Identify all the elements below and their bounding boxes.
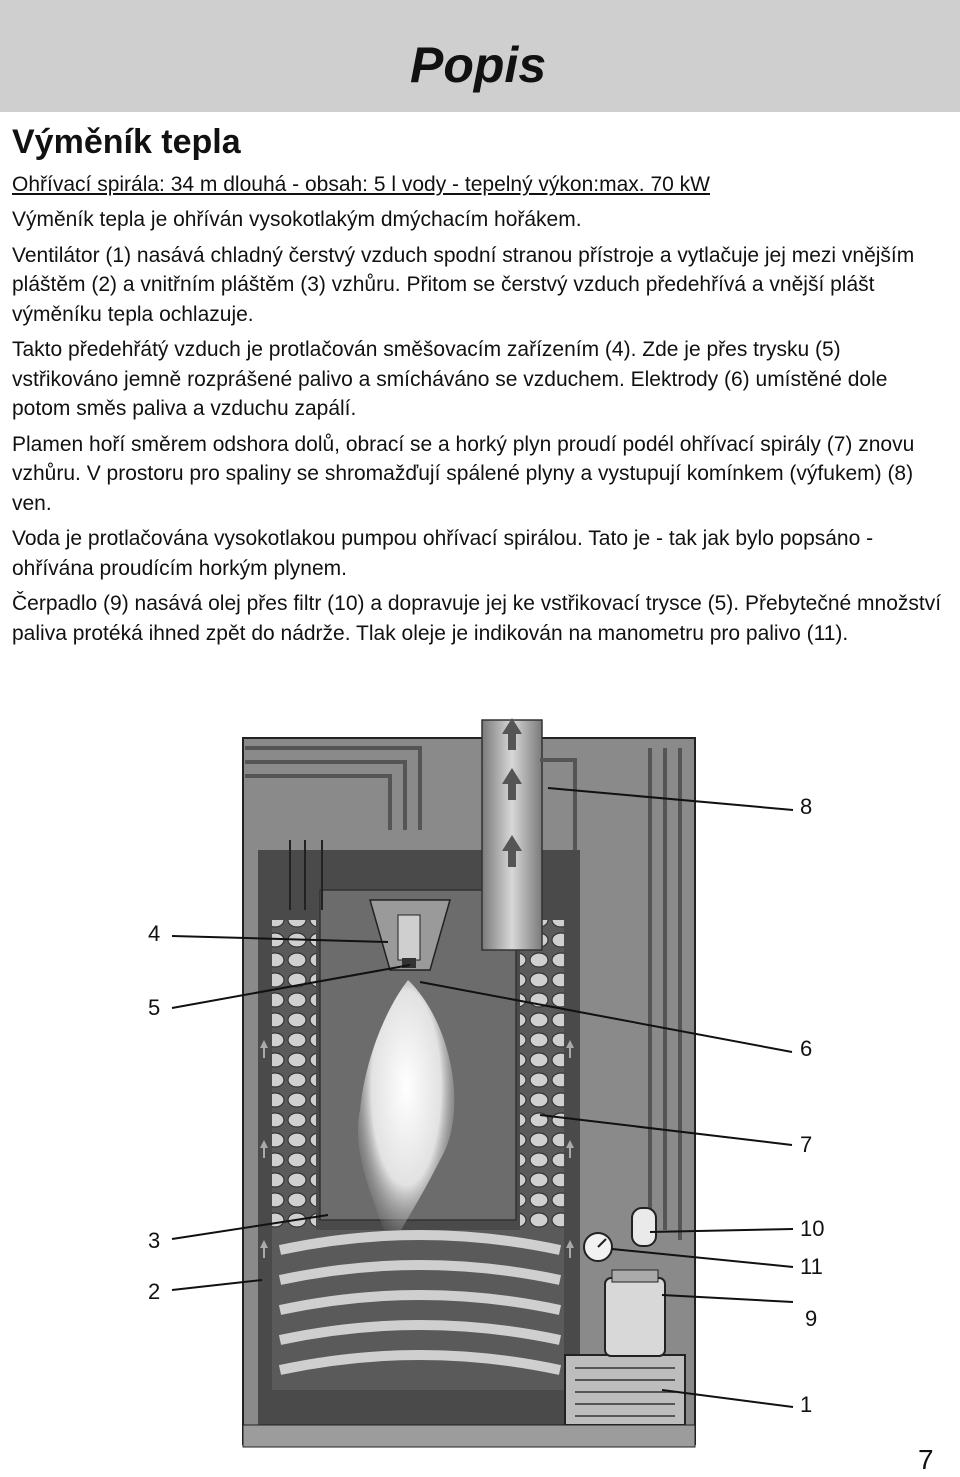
section-heading: Výměník tepla bbox=[12, 123, 241, 161]
page-number: 7 bbox=[918, 1444, 934, 1475]
callout-8: 8 bbox=[800, 794, 813, 819]
paragraph: Plamen hoří směrem odshora dolů, obrací se a horký plyn proudí podél ohřívací spirály (7) znovu vzhůru. V prostoru pro spaliny se shromažďují spálené plyny a vystupují komínkem (výfukem) (8) ven. bbox=[12, 432, 915, 515]
page-title: Popis bbox=[410, 37, 547, 93]
callout-9: 9 bbox=[805, 1306, 818, 1331]
spec-line: Ohřívací spirála: 34 m dlouhá - obsah: 5 l vody - tepelný výkon:max. 70 kW bbox=[12, 173, 710, 196]
fuel-pump bbox=[605, 1270, 665, 1356]
bottom-coil-bed bbox=[272, 1230, 564, 1390]
fuel-filter bbox=[632, 1208, 656, 1246]
callout-7: 7 bbox=[800, 1132, 813, 1157]
paragraph: Takto předehřátý vzduch je protlačován směšovacím zařízením (4). Zde je přes trysku (5) vstřikováno jemně rozprášené palivo a smícháváno se vzduchem. Elektrody (6) umístěné dole potom směs paliva a vzduchu zapálí. bbox=[12, 338, 888, 420]
callout-10: 10 bbox=[800, 1216, 825, 1241]
paragraph: Čerpadlo (9) nasává olej přes filtr (10) a dopravuje jej ke vstřikovací trysce (5). Přebytečné množství paliva protéká ihned zpět do nádrže. Tlak oleje je indikován na manometru pro palivo (11). bbox=[12, 592, 942, 645]
callout-5: 5 bbox=[148, 995, 161, 1020]
base-plate bbox=[243, 1425, 695, 1447]
callout-11: 11 bbox=[800, 1254, 823, 1279]
paragraph: Výměník tepla je ohříván vysokotlakým dmýchacím hořákem. bbox=[12, 208, 582, 231]
heat-exchanger-illustration bbox=[0, 690, 960, 1477]
heat-exchanger-figure bbox=[0, 690, 960, 1477]
callout-6: 6 bbox=[800, 1036, 813, 1061]
manometer bbox=[584, 1233, 612, 1261]
paragraph: Ventilátor (1) nasává chladný čerstvý vzduch spodní stranou přístroje a vytlačuje jej mezi vnějším pláštěm (2) a vnitřním pláštěm (3) vzhůru. Přitom se čerstvý vzduch předehřívá a vnější plášt výměníku tepla ochlazuje. bbox=[12, 243, 915, 326]
body-text bbox=[12, 205, 947, 654]
callout-4: 4 bbox=[148, 921, 161, 946]
callout-1: 1 bbox=[800, 1392, 813, 1417]
paragraph: Voda je protlačována vysokotlakou pumpou ohřívací spirálou. Tato je - tak jak bylo popsáno - ohřívána proudícím horkým plynem. bbox=[12, 527, 874, 580]
callout-3: 3 bbox=[148, 1228, 161, 1253]
callout-2: 2 bbox=[148, 1279, 161, 1304]
header-band bbox=[0, 0, 960, 112]
